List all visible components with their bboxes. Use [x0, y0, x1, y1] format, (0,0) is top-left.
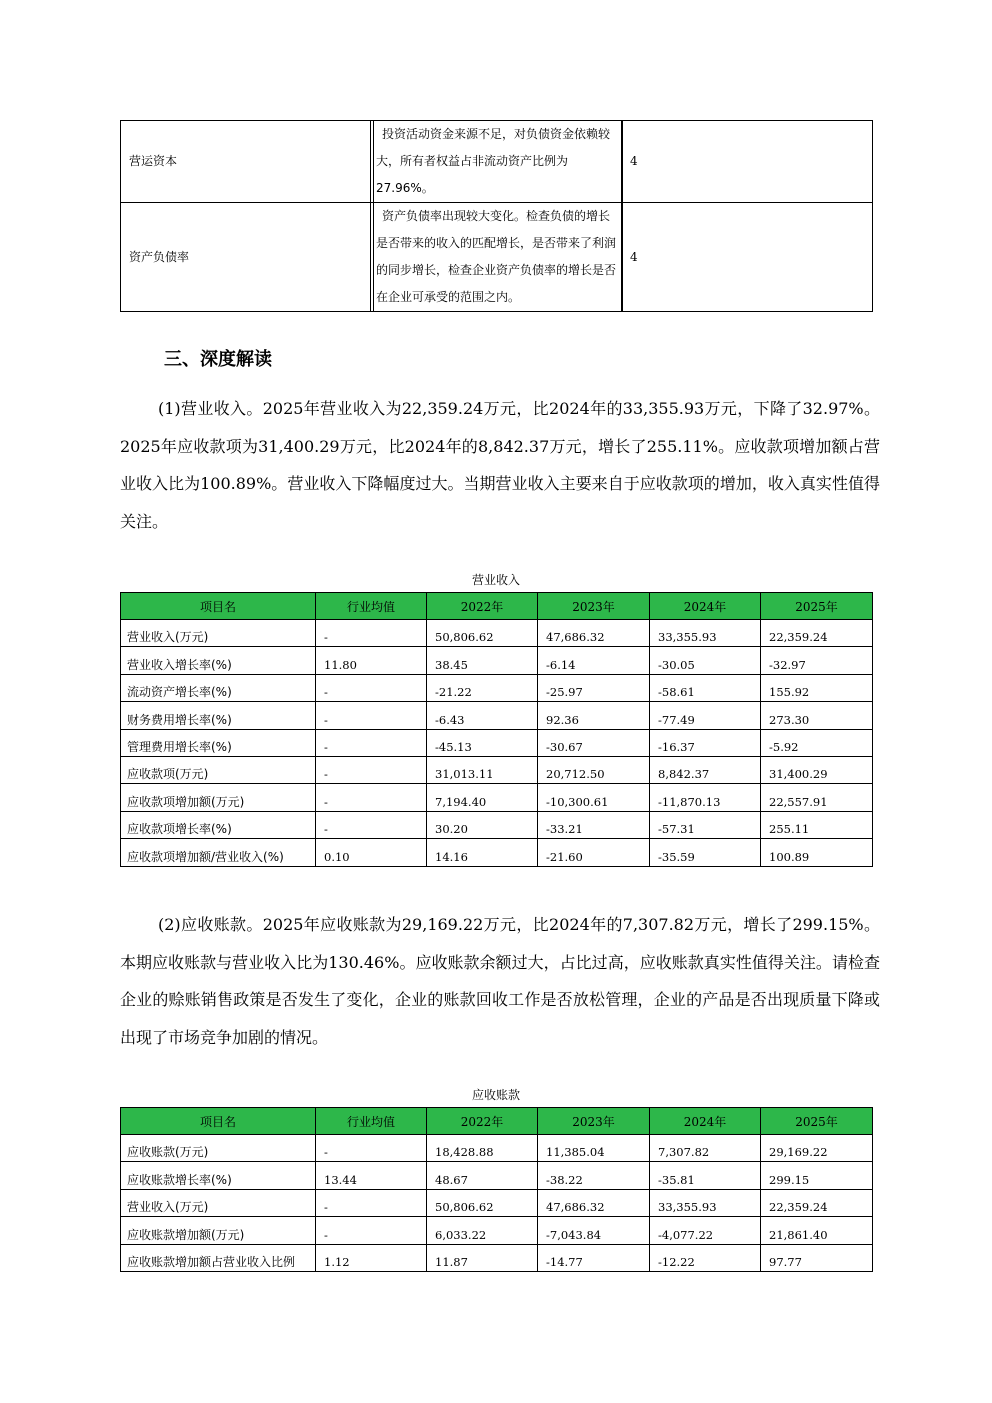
row-label: 应收款项增加额/营业收入(%)	[121, 839, 316, 866]
table-cell: -	[316, 702, 427, 729]
row-label: 财务费用增长率(%)	[121, 702, 316, 729]
table-cell: -4,077.22	[650, 1217, 761, 1244]
risk-item: 资产负债率	[121, 203, 371, 312]
table-header-cell: 项目名	[121, 593, 316, 620]
table-cell: -57.31	[650, 811, 761, 838]
table-header-cell: 2024年	[650, 1108, 761, 1135]
row-label: 应收账款增加额占营业收入比例	[121, 1244, 316, 1271]
table-cell: -11,870.13	[650, 784, 761, 811]
table-cell: -25.97	[538, 674, 650, 701]
table-cell: -38.22	[538, 1162, 650, 1189]
row-label: 应收款项增长率(%)	[121, 811, 316, 838]
table-cell: 14.16	[427, 839, 538, 866]
table-header-cell: 2025年	[761, 593, 873, 620]
revenue-table-caption: 营业收入	[471, 573, 520, 587]
table-cell: 11,385.04	[538, 1135, 650, 1162]
table-cell: 22,359.24	[761, 620, 873, 647]
table-cell: -33.21	[538, 811, 650, 838]
table-cell: -	[316, 1189, 427, 1216]
table-cell: 18,428.88	[427, 1135, 538, 1162]
table-cell: 6,033.22	[427, 1217, 538, 1244]
row-label: 应收账款增长率(%)	[121, 1162, 316, 1189]
table-header-cell: 2023年	[538, 593, 650, 620]
table-cell: 47,686.32	[538, 620, 650, 647]
risk-desc-text: 投资活动资金来源不足，对负债资金依赖较大，所有者权益占非流动资产比例为27.96%。	[373, 121, 622, 202]
row-label: 流动资产增长率(%)	[121, 674, 316, 701]
risk-score: 4	[623, 203, 873, 312]
table-cell: -6.43	[427, 702, 538, 729]
paragraph-revenue: (1)营业收入。2025年营业收入为22,359.24万元，比2024年的33,355.93万元，下降了32.97%。2025年应收款项为31,400.29万元，比2024年的8,842.37万元，增长了255.11%。应收款项增加额占营业收入比为100.89%。营业收入下降幅度过大。当期营业收入主要来自于应收款项的增加，收入真实性值得关注。	[120, 399, 880, 531]
table-cell: 7,194.40	[427, 784, 538, 811]
row-label: 应收账款增加额(万元)	[121, 1217, 316, 1244]
table-cell: 20,712.50	[538, 756, 650, 783]
table-cell: 7,307.82	[650, 1135, 761, 1162]
table-cell: 1.12	[316, 1244, 427, 1271]
table-cell: 299.15	[761, 1162, 873, 1189]
risk-desc	[371, 203, 623, 312]
table-cell: 273.30	[761, 702, 873, 729]
table-cell: 33,355.93	[650, 620, 761, 647]
table-cell: 11.80	[316, 647, 427, 674]
table-cell: -35.59	[650, 839, 761, 866]
row-label: 营业收入(万元)	[121, 620, 316, 647]
table-header-cell: 行业均值	[316, 593, 427, 620]
table-cell: 29,169.22	[761, 1135, 873, 1162]
revenue-table	[120, 592, 873, 867]
table-row	[121, 674, 873, 701]
table-cell: 31,013.11	[427, 756, 538, 783]
table-cell: -12.22	[650, 1244, 761, 1271]
table-cell: -30.05	[650, 647, 761, 674]
table-cell: -	[316, 620, 427, 647]
table-row	[121, 1217, 873, 1244]
row-label: 营业收入(万元)	[121, 1189, 316, 1216]
table-cell: -58.61	[650, 674, 761, 701]
table-row	[121, 1189, 873, 1216]
table-cell: -10,300.61	[538, 784, 650, 811]
table-row	[121, 839, 873, 866]
table-cell: -32.97	[761, 647, 873, 674]
table-cell: 38.45	[427, 647, 538, 674]
table-row	[121, 1244, 873, 1271]
table-cell: -30.67	[538, 729, 650, 756]
table-cell: -	[316, 674, 427, 701]
risk-row	[121, 203, 873, 312]
table-cell: 33,355.93	[650, 1189, 761, 1216]
table-cell: -45.13	[427, 729, 538, 756]
risk-desc-text: 资产负债率出现较大变化。检查负债的增长是否带来的收入的匹配增长，是否带来了利润的同步增长，检查企业资产负债率的增长是否在企业可承受的范围之内。	[373, 203, 622, 311]
table-cell: -	[316, 756, 427, 783]
table-cell: -21.22	[427, 674, 538, 701]
table-header-cell: 2022年	[427, 593, 538, 620]
table-cell: -	[316, 729, 427, 756]
table-cell: 100.89	[761, 839, 873, 866]
table-cell: 255.11	[761, 811, 873, 838]
table-header-row	[121, 1108, 873, 1135]
risk-score: 4	[623, 121, 873, 203]
table-row	[121, 1135, 873, 1162]
table-cell: -14.77	[538, 1244, 650, 1271]
table-cell: -	[316, 811, 427, 838]
table-cell: 30.20	[427, 811, 538, 838]
row-label: 营业收入增长率(%)	[121, 647, 316, 674]
table-header-cell: 2023年	[538, 1108, 650, 1135]
table-header-cell: 项目名	[121, 1108, 316, 1135]
table-cell: -	[316, 1135, 427, 1162]
table-cell: 155.92	[761, 674, 873, 701]
table-cell: -16.37	[650, 729, 761, 756]
table-cell: 13.44	[316, 1162, 427, 1189]
row-label: 管理费用增长率(%)	[121, 729, 316, 756]
table-cell: 22,557.91	[761, 784, 873, 811]
table-cell: -77.49	[650, 702, 761, 729]
table-header-cell: 2022年	[427, 1108, 538, 1135]
risk-row	[121, 121, 873, 203]
receivable-table	[120, 1107, 873, 1272]
table-header-cell: 2025年	[761, 1108, 873, 1135]
row-label: 应收款项(万元)	[121, 756, 316, 783]
table-cell: 11.87	[427, 1244, 538, 1271]
row-label: 应收账款(万元)	[121, 1135, 316, 1162]
risk-table	[120, 120, 873, 312]
table-cell: 50,806.62	[427, 1189, 538, 1216]
table-row	[121, 729, 873, 756]
table-row	[121, 620, 873, 647]
table-cell: -	[316, 784, 427, 811]
table-cell: 0.10	[316, 839, 427, 866]
table-row	[121, 756, 873, 783]
table-header-row	[121, 593, 873, 620]
table-cell: -	[316, 1217, 427, 1244]
section-heading: 三、深度解读	[164, 349, 272, 370]
table-row	[121, 1162, 873, 1189]
table-row	[121, 647, 873, 674]
table-cell: 22,359.24	[761, 1189, 873, 1216]
table-row	[121, 702, 873, 729]
table-cell: 92.36	[538, 702, 650, 729]
table-cell: 21,861.40	[761, 1217, 873, 1244]
table-cell: 31,400.29	[761, 756, 873, 783]
table-cell: 48.67	[427, 1162, 538, 1189]
row-label: 应收款项增加额(万元)	[121, 784, 316, 811]
receivable-table-caption: 应收账款	[471, 1088, 520, 1102]
table-cell: 47,686.32	[538, 1189, 650, 1216]
table-row	[121, 811, 873, 838]
table-cell: -6.14	[538, 647, 650, 674]
table-cell: -21.60	[538, 839, 650, 866]
risk-desc	[371, 121, 623, 203]
paragraph-receivables: (2)应收账款。2025年应收账款为29,169.22万元，比2024年的7,307.82万元，增长了299.15%。本期应收账款与营业收入比为130.46%。应收账款余额过大，占比过高，应收账款真实性值得关注。请检查企业的赊账销售政策是否发生了变化，企业的账款回收工作是否放松管理，企业的产品是否出现质量下降或出现了市场竞争加剧的情况。	[120, 915, 880, 1047]
table-cell: -5.92	[761, 729, 873, 756]
table-cell: 50,806.62	[427, 620, 538, 647]
risk-item: 营运资本	[121, 121, 371, 203]
table-header-cell: 2024年	[650, 593, 761, 620]
table-cell: -7,043.84	[538, 1217, 650, 1244]
table-row	[121, 784, 873, 811]
table-cell: 8,842.37	[650, 756, 761, 783]
table-cell: -35.81	[650, 1162, 761, 1189]
table-cell: 97.77	[761, 1244, 873, 1271]
table-header-cell: 行业均值	[316, 1108, 427, 1135]
